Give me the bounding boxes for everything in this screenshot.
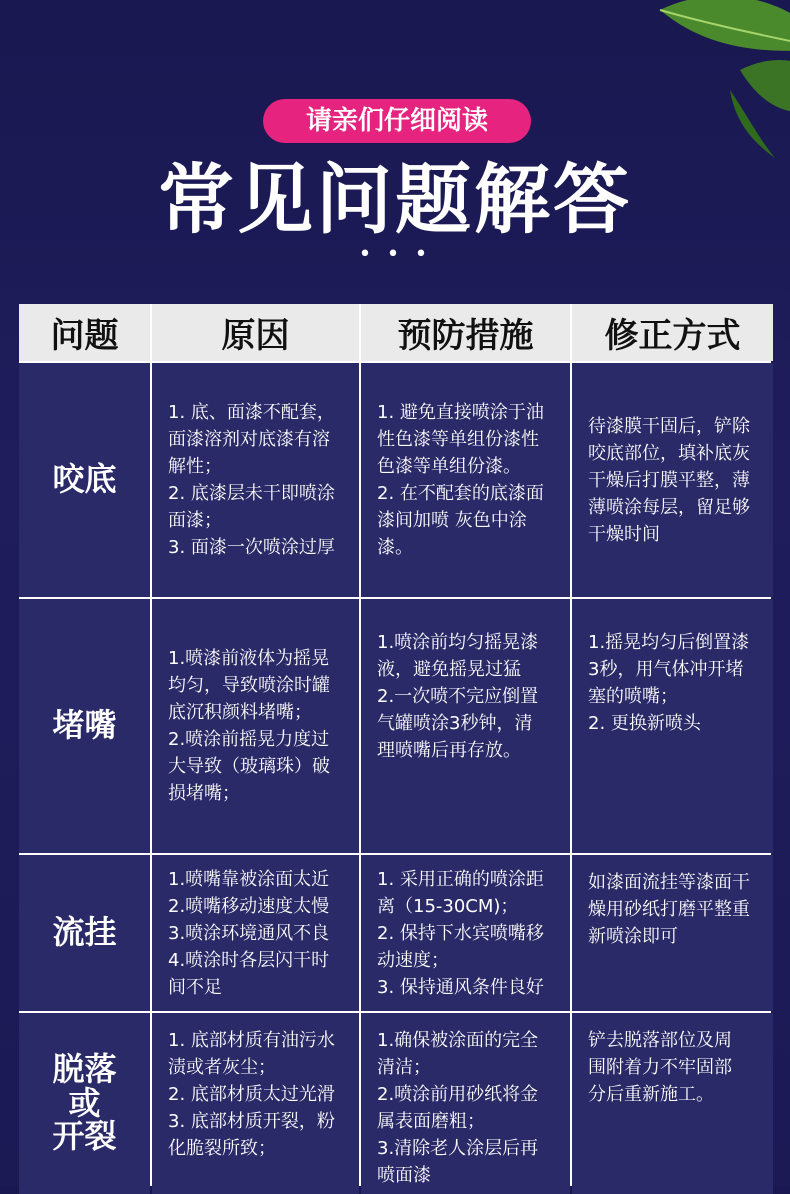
row-cause: 1.喷嘴靠被涂面太近 2.喷嘴移动速度太慢 3.喷涂环境通风不良 4.喷涂时各层闪干时 间不足	[152, 855, 359, 1011]
leaf-decoration	[600, 0, 790, 160]
page-title: 常见问题解答	[158, 155, 632, 244]
subtitle-badge: 请亲们仔细阅读	[263, 99, 531, 143]
faq-table	[19, 304, 771, 1186]
title-dots: • • •	[358, 242, 432, 267]
row-prevention: 1. 采用正确的喷涂距 离（15-30CM)； 2. 保持下水宾喷嘴移 动速度； 3. 保持通风条件良好	[361, 855, 570, 1011]
row-fix: 待漆膜干固后，铲除 咬底部位，填补底灰 干燥后打膜平整，薄 薄喷涂每层，留足够 干燥时间	[572, 363, 773, 597]
header-fix: 修正方式	[572, 304, 773, 361]
row-question: 脱落 或 开裂	[19, 1013, 150, 1194]
header-cause: 原因	[152, 304, 359, 361]
row-fix: 铲去脱落部位及周 围附着力不牢固部 分后重新施工。	[572, 1013, 773, 1194]
row-question: 流挂	[19, 855, 150, 1011]
row-prevention: 1.喷涂前均匀摇晃漆 液，避免摇晃过猛 2.一次喷不完应倒置 气罐喷涂3秒钟，清 理喷嘴后再存放。	[361, 599, 570, 853]
row-cause: 1. 底、面漆不配套， 面漆溶剂对底漆有溶 解性； 2. 底漆层未干即喷涂 面漆； 3. 面漆一次喷涂过厚	[152, 363, 359, 597]
header-prevention: 预防措施	[361, 304, 570, 361]
row-cause: 1. 底部材质有油污水 渍或者灰尘； 2. 底部材质太过光滑 3. 底部材质开裂，粉 化脆裂所致；	[152, 1013, 359, 1194]
row-fix: 1.摇晃均匀后倒置漆 3秒，用气体冲开堵 塞的喷嘴； 2. 更换新喷头	[572, 599, 773, 853]
row-prevention: 1.确保被涂面的完全 清洁； 2.喷涂前用砂纸将金 属表面磨粗； 3.清除老人涂层后再 喷面漆	[361, 1013, 570, 1194]
row-question: 堵嘴	[19, 599, 150, 853]
row-cause: 1.喷漆前液体为摇晃 均匀，导致喷涂时罐 底沉积颜料堵嘴； 2.喷涂前摇晃力度过 大导致（玻璃珠）破 损堵嘴；	[152, 599, 359, 853]
row-prevention: 1. 避免直接喷涂于油 性色漆等单组份漆性 色漆等单组份漆。 2. 在不配套的底漆面 漆间加喷 灰色中涂 漆。	[361, 363, 570, 597]
header-question: 问题	[19, 304, 150, 361]
row-question: 咬底	[19, 363, 150, 597]
row-fix: 如漆面流挂等漆面干 燥用砂纸打磨平整重 新喷涂即可	[572, 855, 773, 1011]
